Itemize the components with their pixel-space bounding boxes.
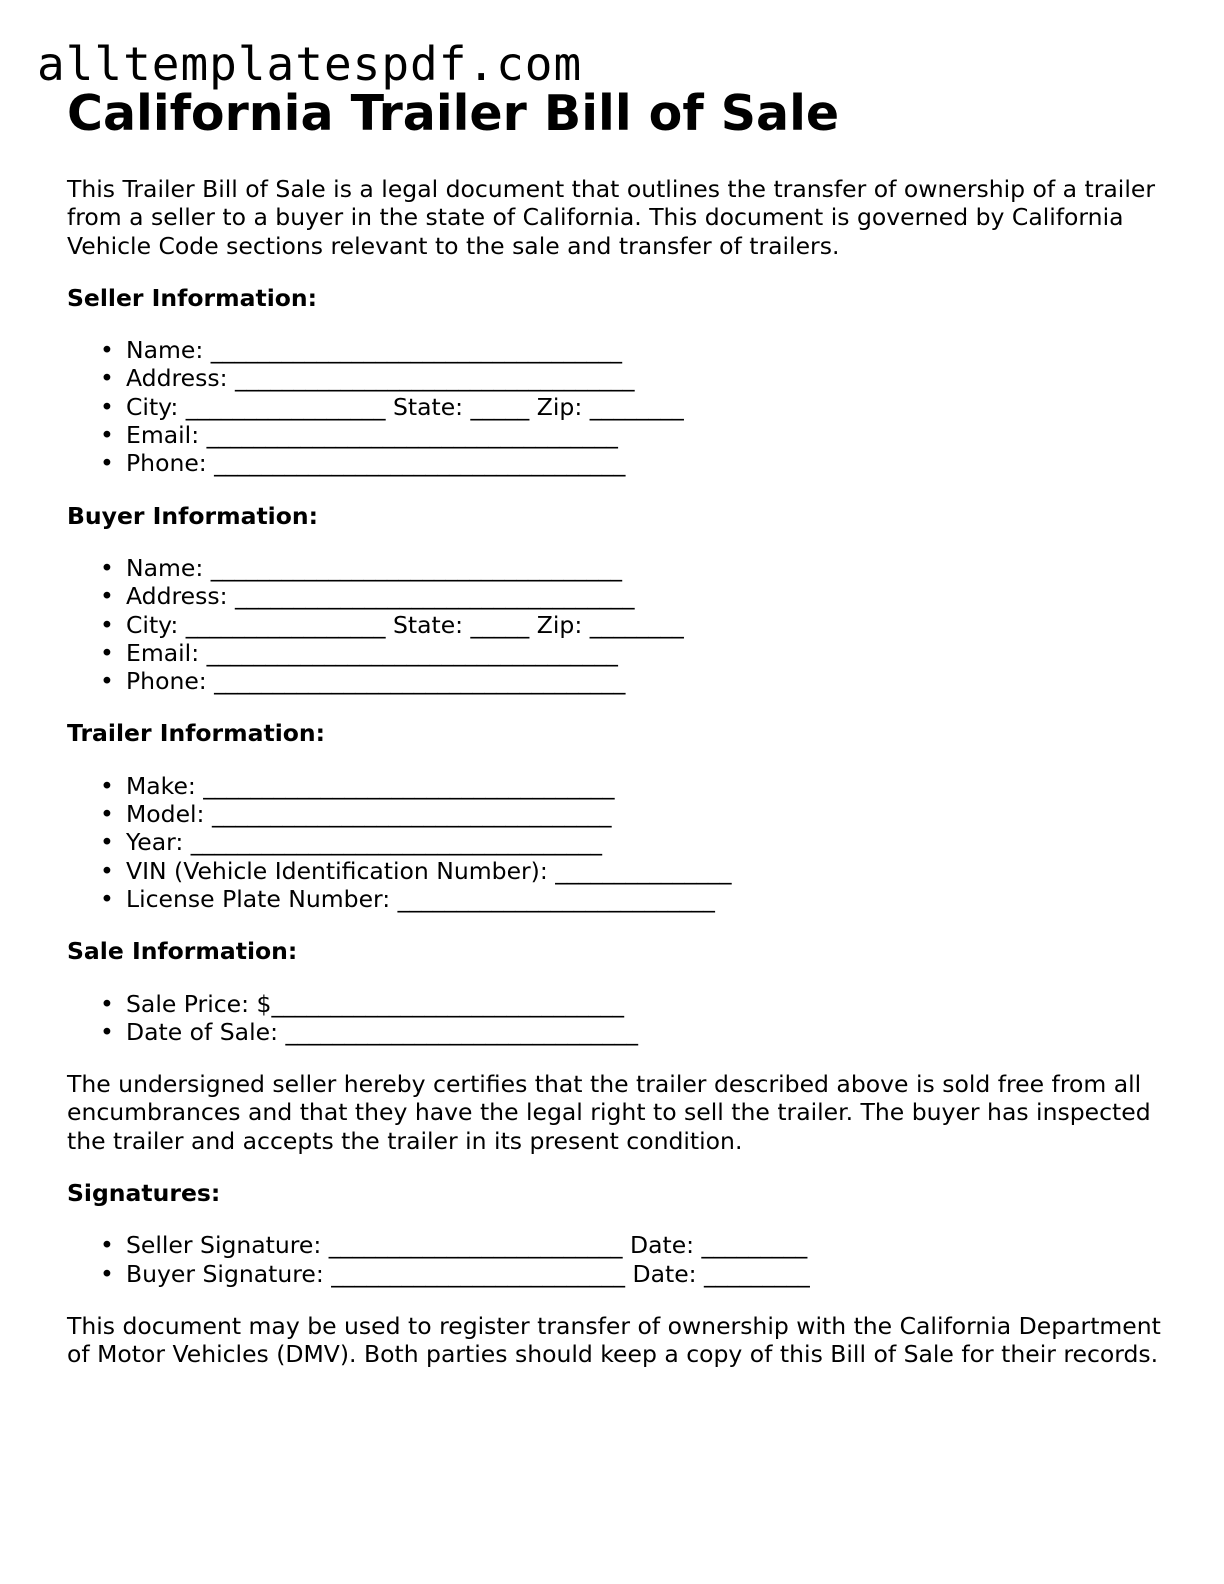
field-label: Name: ___________________________________ (126, 336, 622, 365)
bullet-icon: • (100, 421, 114, 450)
bullet-icon: • (100, 667, 114, 696)
document-body (67, 82, 1167, 1369)
trailer-make-field[interactable] (67, 772, 1167, 800)
seller-signature-field[interactable] (67, 1231, 1167, 1259)
bullet-icon: • (100, 856, 114, 885)
seller-field-list (67, 336, 1167, 477)
buyer-address-field[interactable] (67, 582, 1167, 610)
field-label: Phone: ___________________________________ (126, 667, 626, 696)
trailer-field-list (67, 772, 1167, 913)
bullet-icon: • (100, 364, 114, 393)
buyer-name-field[interactable] (67, 554, 1167, 582)
bullet-icon: • (100, 610, 114, 639)
field-label: City: _________________ State: _____ Zip: ________ (126, 610, 684, 639)
trailer-model-field[interactable] (67, 800, 1167, 828)
page-title: California Trailer Bill of Sale (67, 85, 840, 142)
field-label: Email: ___________________________________ (126, 421, 618, 450)
field-label: Name: ___________________________________ (126, 553, 622, 582)
buyer-section-heading: Buyer Information: (67, 501, 319, 530)
buyer-email-field[interactable] (67, 639, 1167, 667)
field-label: Seller Signature: _________________________ Date: _________ (126, 1231, 808, 1260)
field-label: Email: ___________________________________ (126, 638, 618, 667)
buyer-city-state-zip-field[interactable] (67, 611, 1167, 639)
seller-address-field[interactable] (67, 364, 1167, 392)
bullet-icon: • (100, 392, 114, 421)
bullet-icon: • (100, 884, 114, 913)
field-label: Make: ___________________________________ (126, 771, 615, 800)
sale-date-field[interactable] (67, 1018, 1167, 1046)
trailer-license-plate-field[interactable] (67, 885, 1167, 913)
trailer-year-field[interactable] (67, 828, 1167, 856)
field-label: Year: ___________________________________ (126, 828, 602, 857)
intro-paragraph: This Trailer Bill of Sale is a legal document that outlines the transfer of ownership of a trailer from a seller to a buyer in the state of California. This document is governed by California Vehicle Code sections relevant to the sale and transfer of trailers. (67, 175, 1155, 260)
field-label: Address: __________________________________ (126, 582, 635, 611)
buyer-field-list (67, 554, 1167, 695)
bullet-icon: • (100, 336, 114, 365)
signatures-section-heading: Signatures: (67, 1179, 221, 1208)
bullet-icon: • (100, 1017, 114, 1046)
closing-paragraph: This document may be used to register transfer of ownership with the California Department of Motor Vehicles (DMV). Both parties should keep a copy of this Bill of Sale for their records. (67, 1311, 1161, 1369)
sale-field-list (67, 990, 1167, 1047)
field-label: Phone: ___________________________________ (126, 449, 626, 478)
seller-name-field[interactable] (67, 336, 1167, 364)
bullet-icon: • (100, 989, 114, 1018)
seller-email-field[interactable] (67, 421, 1167, 449)
signature-field-list (67, 1231, 1167, 1288)
buyer-phone-field[interactable] (67, 667, 1167, 695)
field-label: City: _________________ State: _____ Zip: ________ (126, 392, 684, 421)
sale-section-heading: Sale Information: (67, 937, 298, 966)
bullet-icon: • (100, 638, 114, 667)
field-label: Date of Sale: ______________________________ (126, 1017, 638, 1046)
seller-phone-field[interactable] (67, 449, 1167, 477)
field-label: Sale Price: $______________________________ (126, 989, 624, 1018)
bullet-icon: • (100, 828, 114, 857)
seller-section-heading: Seller Information: (67, 283, 318, 312)
field-label: VIN (Vehicle Identification Number): _______________ (126, 856, 732, 885)
bullet-icon: • (100, 1259, 114, 1288)
buyer-signature-field[interactable] (67, 1260, 1167, 1288)
bullet-icon: • (100, 553, 114, 582)
watermark-text: alltemplatespdf.com (37, 37, 583, 91)
certification-paragraph: The undersigned seller hereby certifies that the trailer described above is sold free from all encumbrances and that they have the legal right to sell the trailer. The buyer has inspected the trailer and accepts the trailer in its present condition. (67, 1070, 1151, 1155)
seller-city-state-zip-field[interactable] (67, 393, 1167, 421)
field-label: Buyer Signature: _________________________ Date: _________ (126, 1259, 810, 1288)
bullet-icon: • (100, 582, 114, 611)
bullet-icon: • (100, 449, 114, 478)
bullet-icon: • (100, 1231, 114, 1260)
field-label: Model: __________________________________ (126, 800, 612, 829)
trailer-section-heading: Trailer Information: (67, 719, 326, 748)
trailer-vin-field[interactable] (67, 857, 1167, 885)
field-label: License Plate Number: ___________________________ (126, 884, 715, 913)
bullet-icon: • (100, 771, 114, 800)
sale-price-field[interactable] (67, 990, 1167, 1018)
field-label: Address: __________________________________ (126, 364, 635, 393)
bullet-icon: • (100, 800, 114, 829)
